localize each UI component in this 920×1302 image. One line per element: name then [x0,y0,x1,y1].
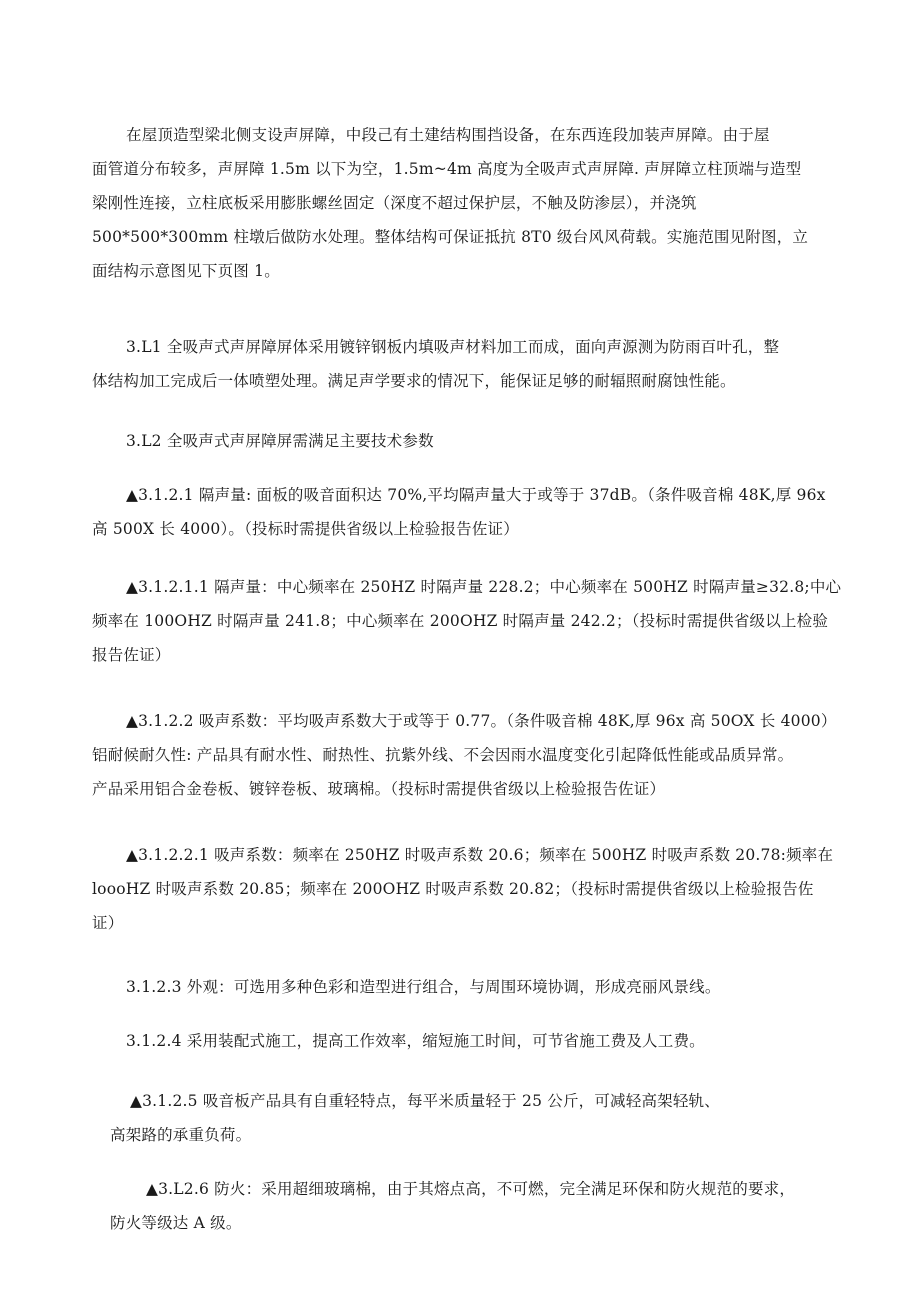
paragraph-3-1-2-1-1 [92,570,842,672]
paragraph-3-1-2-2 [92,704,837,806]
paragraph-3-1-2-2-1 [92,838,832,940]
text-line: ▲3.1.2.1 隔声量: 面板的吸音面积达 70%,平均隔声量大于或等于 37dB。（条件吸音棉 48K,厚 96x [126,486,826,504]
text-line: 3.1.2.4 采用装配式施工，提高工作效率，缩短施工时间，可节省施工费及人工费。 [126,1032,705,1050]
paragraph-3-1-2-heading [92,424,832,458]
text-line: 高 500X 长 4000）。（投标时需提供省级以上检验报告佐证） [92,520,519,538]
text-line: 产品采用铝合金卷板、镀锌卷板、玻璃棉。（投标时需提供省级以上检验报告佐证） [92,780,666,798]
paragraph-3-1-2-1 [92,478,832,546]
text-line: 防火等级达 A 级。 [110,1214,242,1232]
text-line: 500*500*300mm 柱墩后做防水处理。整体结构可保证抵抗 8T0 级台风风荷载。实施范围见附图，立 [92,228,809,246]
section-heading: 3.L2 全吸声式声屏障屏需满足主要技术参数 [126,432,434,450]
text-line: ▲3.1.2.2.1 吸声系数：频率在 250HZ 时吸声系数 20.6；频率在 500HZ 时吸声系数 20.78:频率在 [126,846,834,864]
text-line: 3.L1 全吸声式声屏障屏体采用镀锌钢板内填吸声材料加工而成，面向声源测为防雨百叶孔，整 [126,338,780,356]
text-line: 梁刚性连接，立柱底板采用膨胀螺丝固定（深度不超过保护层，不触及防渗层），并浇筑 [92,194,697,212]
paragraph-3-1-2-5 [98,1084,838,1152]
paragraph-intro [92,118,832,288]
text-line: 在屋顶造型梁北侧支设声屏障，中段己有土建结构围挡设备，在东西连段加装声屏障。由于屋 [126,126,770,144]
text-line: 铝耐候耐久性: 产品具有耐水性、耐热性、抗紫外线、不会因雨水温度变化引起降低性能或品质异常。 [92,746,794,764]
text-line: 高架路的承重负荷。 [110,1126,252,1144]
text-line: loooHZ 时吸声系数 20.85；频率在 200OHZ 时吸声系数 20.82；（投标时需提供省级以上检验报告佐 [92,880,814,898]
paragraph-3-1-2-6 [110,1172,845,1240]
paragraph-3-1-1 [92,330,832,398]
text-line: ▲3.1.2.5 吸音板产品具有自重轻特点，每平米质量轻于 25 公斤，可减轻高架轻轨、 [130,1092,720,1110]
text-line: ▲3.1.2.2 吸声系数：平均吸声系数大于或等于 0.77。（条件吸音棉 48K,厚 96x 高 50OX 长 4000） [126,712,837,730]
paragraph-3-1-2-3 [92,970,832,1004]
text-line: 面管道分布较多，声屏障 1.5m 以下为空，1.5m~4m 高度为全吸声式声屏障. 声屏障立柱顶端与造型 [92,160,802,178]
text-line: ▲3.1.2.1.1 隔声量：中心频率在 250HZ 时隔声量 228.2；中心频率在 500HZ 时隔声量≥32.8;中心 [126,578,842,596]
text-line: 频率在 100OHZ 时隔声量 241.8；中心频率在 200OHZ 时隔声量 242.2；（投标时需提供省级以上检验 [92,612,829,630]
paragraph-3-1-2-4 [92,1024,832,1058]
text-line: 体结构加工完成后一体喷塑处理。满足声学要求的情况下，能保证足够的耐辐照耐腐蚀性能。 [92,372,736,390]
text-line: ▲3.L2.6 防火：采用超细玻璃棉，由于其熔点高，不可燃，完全满足环保和防火规范的要求， [146,1180,796,1198]
text-line: 证） [92,914,124,932]
text-line: 3.1.2.3 外观：可选用多种色彩和造型进行组合，与周围环境协调，形成亮丽风景线。 [126,978,721,996]
text-line: 面结构示意图见下页图 1。 [92,262,280,280]
text-line: 报告佐证） [92,646,171,664]
